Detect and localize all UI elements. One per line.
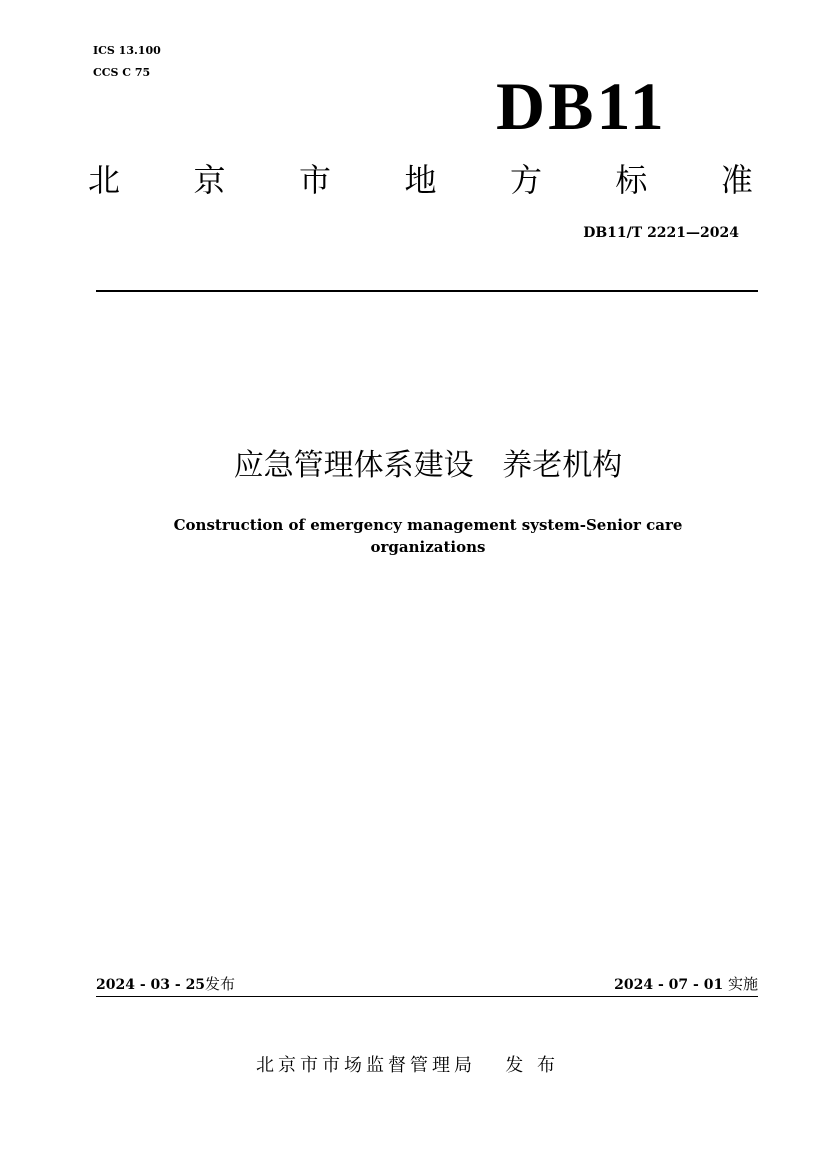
publish-date-group	[96, 972, 235, 997]
standard-type-char: 北	[88, 161, 121, 199]
publish-date: 2024 - 03 - 25	[96, 977, 206, 993]
standard-type-char: 方	[509, 161, 542, 199]
standard-type-char: 标	[615, 161, 648, 199]
title-english: Construction of emergency management system-Senior care organizations	[173, 516, 683, 556]
standard-number: DB11/T 2221—2024	[583, 225, 739, 241]
issuer-line	[0, 1052, 815, 1080]
standard-mark: DB11	[496, 68, 667, 144]
standard-type	[88, 158, 753, 202]
standard-type-char: 准	[720, 161, 753, 199]
implement-label: 实施	[727, 975, 758, 993]
publish-label: 发布	[205, 975, 236, 993]
implement-date-group	[614, 972, 758, 997]
ccs-code: CCS C 75	[93, 66, 151, 79]
standard-type-char: 市	[298, 161, 331, 199]
footer-divider	[96, 996, 758, 997]
classification-codes	[93, 40, 161, 84]
standard-type-char: 地	[404, 161, 437, 199]
title-chinese: 应急管理体系建设 养老机构	[233, 448, 623, 483]
ics-code: ICS 13.100	[93, 44, 161, 57]
implement-date: 2024 - 07 - 01	[614, 977, 724, 993]
issuer-action: 发 布	[505, 1055, 559, 1076]
standard-type-char: 京	[193, 161, 226, 199]
date-row	[96, 972, 758, 997]
header-divider	[96, 290, 758, 292]
issuer-name: 北京市市场监督管理局	[256, 1055, 477, 1076]
